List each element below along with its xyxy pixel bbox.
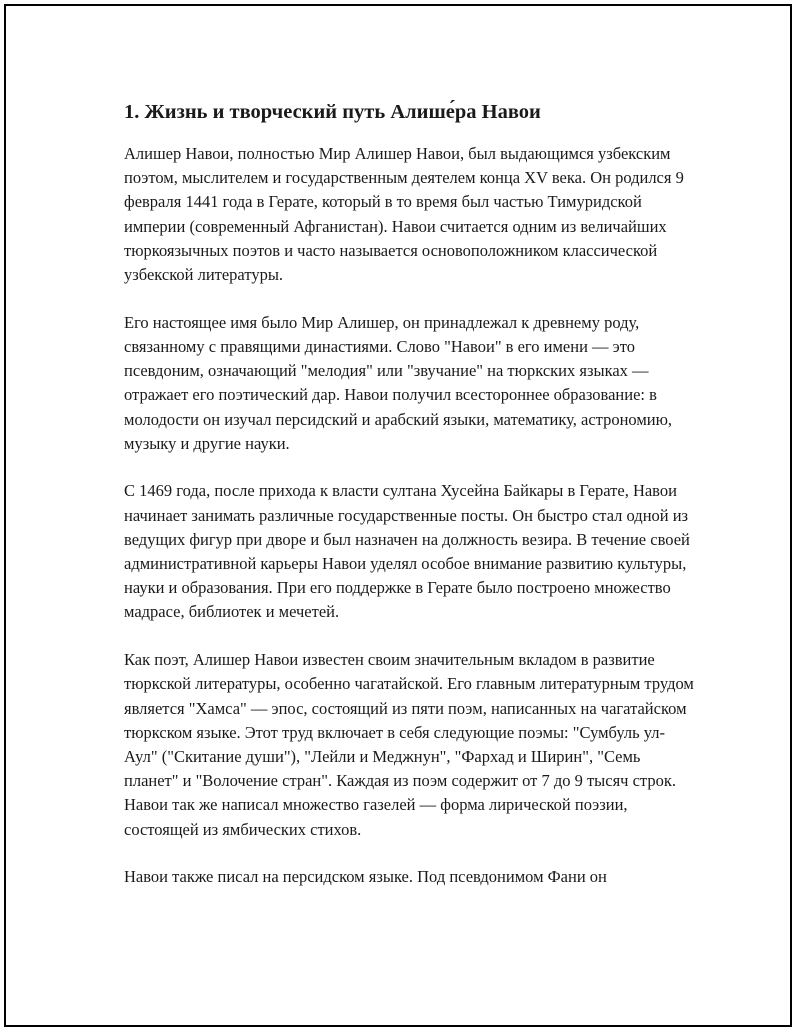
paragraph-2: Его настоящее имя было Мир Алишер, он принадлежал к древнему роду, связанному с правящими династиями. Слово "Навои" в его имени — это псевдоним, означающий "мелодия" или "звучание" на тюркских языках — отражает его поэтический дар. Навои получил всестороннее образование: в молодости он изучал персидский и арабский языки, математику, астрономию, музыку и другие науки. [124, 312, 673, 453]
paragraph-3: С 1469 года, после прихода к власти султана Хусейна Байкары в Герате, Навои начинает занимать различные государственные посты. Он быстро стал одной из ведущих фигур при дворе и был назначен на должность везира. В течение своей административной карьеры Навои уделял особое внимание развитию культуры, науки и образования. При его поддержке в Герате было построено множество мадрасе, библиотек и мечетей. [124, 481, 690, 622]
section-heading: 1. Жизнь и творческий путь Алише́ра Навои [124, 101, 541, 123]
paragraph-1: Алишер Навои, полностью Мир Алишер Навои, был выдающимся узбекским поэтом, мыслителем и государственным деятелем конца XV века. Он родился 9 февраля 1441 года в Герате, который в то время был частью Тимуридской империи (современный Афганистан). Навои считается одним из величайших тюркоязычных поэтов и часто называется основоположником классической узбекской литературы. [124, 144, 684, 285]
paragraph-5: Навои также писал на персидском языке. Под псевдонимом Фани он [124, 867, 607, 887]
page-frame [4, 4, 792, 1027]
paragraph-4: Как поэт, Алишер Навои известен своим значительным вкладом в развитие тюркской литературы, особенно чагатайской. Его главным литературным трудом является "Хамса" — эпос, состоящий из пяти поэм, написанных на чагатайском тюркском языке. Этот труд включает в себя следующие поэмы: "Сумбуль ул-Аул" ("Скитание души"), "Лейли и Меджнун", "Фархад и Ширин", "Семь планет" и "Волочение стран". Каждая из поэм содержит от 7 до 9 тысяч строк. Навои так же написал множество газелей — форма лирической поэзии, состоящей из ямбических стихов. [124, 650, 694, 839]
document-body [124, 98, 694, 913]
